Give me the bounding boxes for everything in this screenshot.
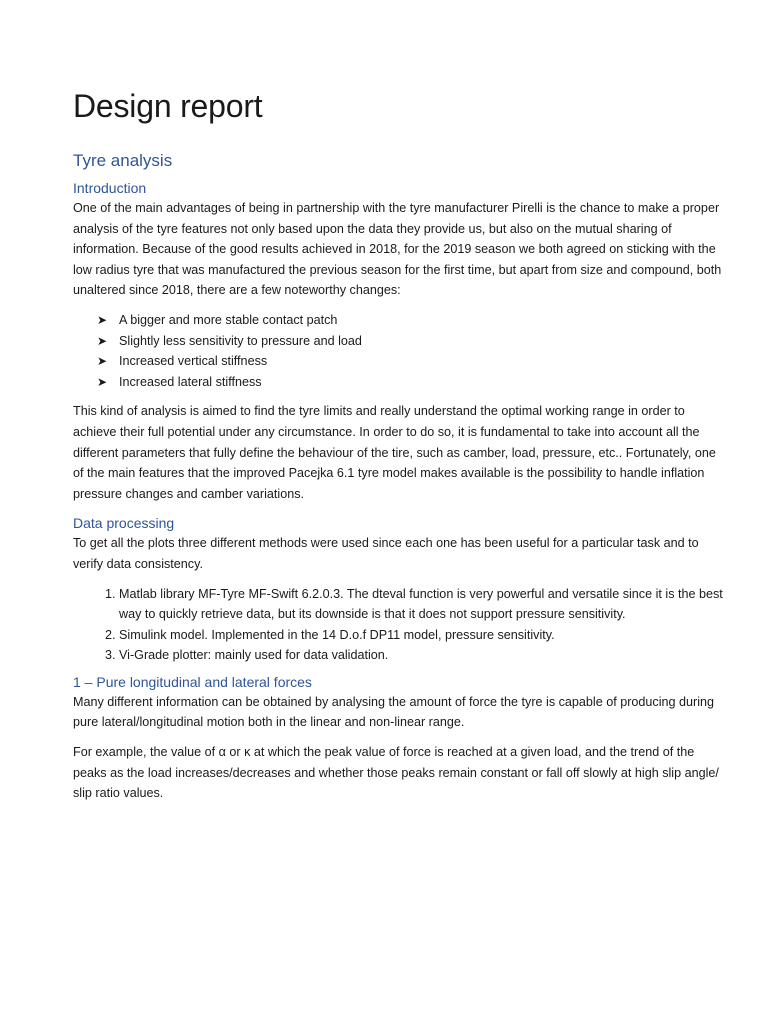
list-item: ➤ Slightly less sensitivity to pressure and load [97,331,728,352]
section-title: Tyre analysis [73,151,173,170]
introduction-heading: Introduction [73,180,147,196]
forces-heading: 1 – Pure longitudinal and lateral forces [73,673,312,690]
list-item: 2. Simulink model. Implemented in the 14 D.o.f DP11 model, pressure sensitivity. [119,625,728,646]
introduction-paragraph: One of the main advantages of being in partnership with the tyre manufacturer Pirelli is the chance to make a proper analysis of the tyre features not only based upon the data they provide us, but also on the mutual sharing of information. Because of the good results achieved in 2018, for the 2019 season we both agreed on sticking with the low radius tyre that was manufactured the previous season for the first time, but apart from size and compound, both unaltered since 2018, there are a few noteworthy changes: [73,201,722,298]
arrowhead-bullet-icon: ➤ [97,374,108,389]
arrowhead-bullet-icon: ➤ [97,312,108,327]
analysis-paragraph: This kind of analysis is aimed to find the tyre limits and really understand the optimal working range in order to achieve their full potential under any circumstance. In order to do so, it is fundamental to take into account all the different parameters that fully define the behaviour of the tire, such as camber, load, pressure, etc.. Fortunately, one of the main features that the improved Pacejka 6.1 tyre model makes available is the possibility to handle inflation pressure changes and camber variations. [73,404,716,501]
list-item: ➤ Increased lateral stiffness [97,372,728,393]
arrowhead-bullet-icon: ➤ [97,333,108,348]
changes-list [73,310,728,392]
forces-paragraph-2: For example, the value of α or κ at which the peak value of force is reached at a given load, and the trend of the peaks as the load increases/decreases and whether those peaks remain constant or fall off slowly at high slip angle/ slip ratio values. [73,745,719,801]
arrowhead-bullet-icon: ➤ [97,354,108,369]
forces-paragraph-1: Many different information can be obtained by analysing the amount of force the tyre is capable of producing during pure lateral/longitudinal motion both in the linear and non-linear range. [73,694,715,730]
list-item: ➤ Increased vertical stiffness [97,351,728,372]
data-processing-paragraph: To get all the plots three different methods were used since each one has been useful for a particular task and to verify data consistency. [73,536,699,571]
document-title: Design report [73,88,263,124]
methods-list [73,584,728,666]
list-item: 1. Matlab library MF-Tyre MF-Swift 6.2.0.3. The dteval function is very powerful and versatile since it is the best way to quickly retrieve data, but its downside is that it does not support pressure sensitivity. [119,584,728,625]
list-item: 3. Vi-Grade plotter: mainly used for data validation. [119,645,728,666]
list-item: ➤ A bigger and more stable contact patch [97,310,728,331]
data-processing-heading: Data processing [73,515,175,532]
